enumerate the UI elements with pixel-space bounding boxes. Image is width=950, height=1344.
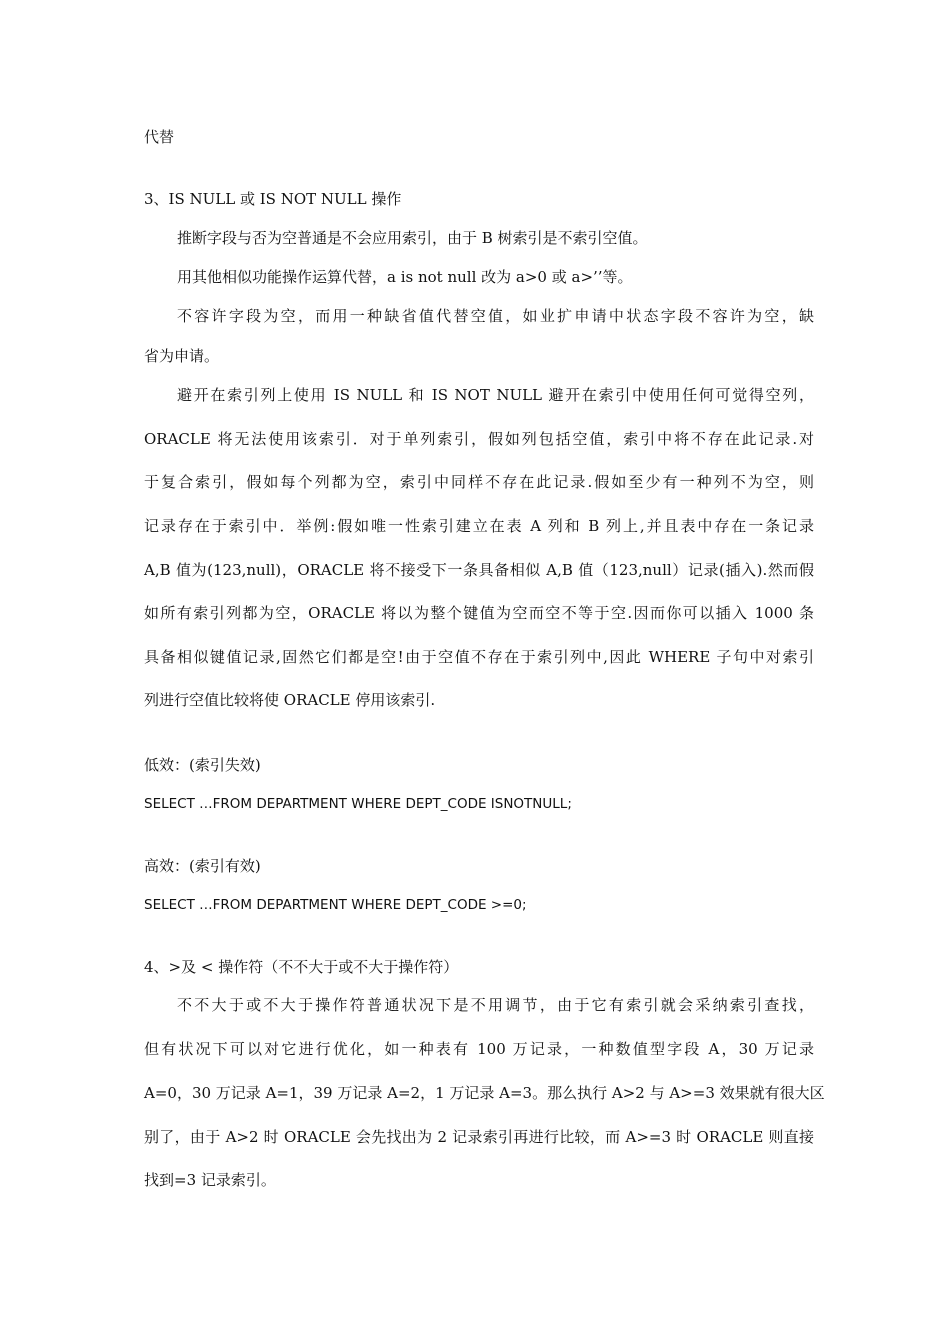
section-4-heading: 4、>及 < 操作符（不不大于或不大于操作符） — [144, 958, 459, 976]
section-3-heading: 3、IS NULL 或 IS NOT NULL 操作 — [144, 190, 402, 208]
section-3-paragraph-4-line-6: 如所有索引列都为空，ORACLE 将以为整个键值为空而空不等于空.因而你可以插入 1000 条 — [144, 604, 814, 622]
section-3-paragraph-3-line-1: 不容许字段为空，而用一种缺省值代替空值，如业扩申请中状态字段不容许为空，缺 — [177, 307, 814, 325]
section-3-paragraph-2: 用其他相似功能操作运算代替，a is not null 改为 a>0 或 a>’’等。 — [177, 268, 633, 286]
section-3-paragraph-4-line-8: 列进行空值比较将使 ORACLE 停用该索引. — [144, 691, 436, 709]
high-efficiency-sql: SELECT …FROM DEPARTMENT WHERE DEPT_CODE >=0; — [144, 897, 527, 913]
high-efficiency-label: 高效：(索引有效) — [144, 857, 261, 875]
section-4-paragraph-line-4: 别了，由于 A>2 时 ORACLE 会先找出为 2 记录索引再进行比较，而 A>=3 时 ORACLE 则直接 — [144, 1128, 814, 1146]
section-3-paragraph-4-line-4: 记录存在于索引中．举例:假如唯一性索引建立在表 A 列和 B 列上,并且表中存在一条记录 — [144, 517, 814, 535]
section-4-paragraph-line-2: 但有状况下可以对它进行优化，如一种表有 100 万记录，一种数值型字段 A，30 万记录 — [144, 1040, 814, 1058]
intro-tail-text: 代替 — [144, 128, 175, 146]
section-3-paragraph-3-line-2: 省为申请。 — [144, 347, 220, 365]
section-3-paragraph-1: 推断字段与否为空普通是不会应用索引，由于 B 树索引是不索引空值。 — [177, 229, 648, 247]
section-3-paragraph-4-line-1: 避开在索引列上使用 IS NULL 和 IS NOT NULL 避开在索引中使用任何可觉得空列， — [177, 386, 814, 404]
section-4-paragraph-line-1: 不不大于或不大于操作符普通状况下是不用调节，由于它有索引就会采纳索引查找， — [177, 996, 814, 1014]
section-3-paragraph-4-line-3: 于复合索引，假如每个列都为空，索引中同样不存在此记录.假如至少有一种列不为空，则 — [144, 473, 814, 491]
section-4-paragraph-line-5: 找到=3 记录索引。 — [144, 1171, 276, 1189]
low-efficiency-label: 低效：(索引失效) — [144, 756, 261, 774]
low-efficiency-sql: SELECT …FROM DEPARTMENT WHERE DEPT_CODE ISNOTNULL; — [144, 796, 572, 812]
section-3-paragraph-4-line-2: ORACLE 将无法使用该索引．对于单列索引，假如列包括空值，索引中将不存在此记录.对 — [144, 430, 814, 448]
section-3-paragraph-4-line-5: A,B 值为(123,null)，ORACLE 将不接受下一条具备相似 A,B 值（123,null）记录(插入).然而假 — [144, 561, 814, 579]
section-4-paragraph-line-3: A=0，30 万记录 A=1，39 万记录 A=2，1 万记录 A=3。那么执行 A>2 与 A>=3 效果就有很大区 — [144, 1084, 825, 1102]
section-3-paragraph-4-line-7: 具备相似键值记录,固然它们都是空!由于空值不存在于索引列中,因此 WHERE 子句中对索引 — [144, 648, 814, 666]
